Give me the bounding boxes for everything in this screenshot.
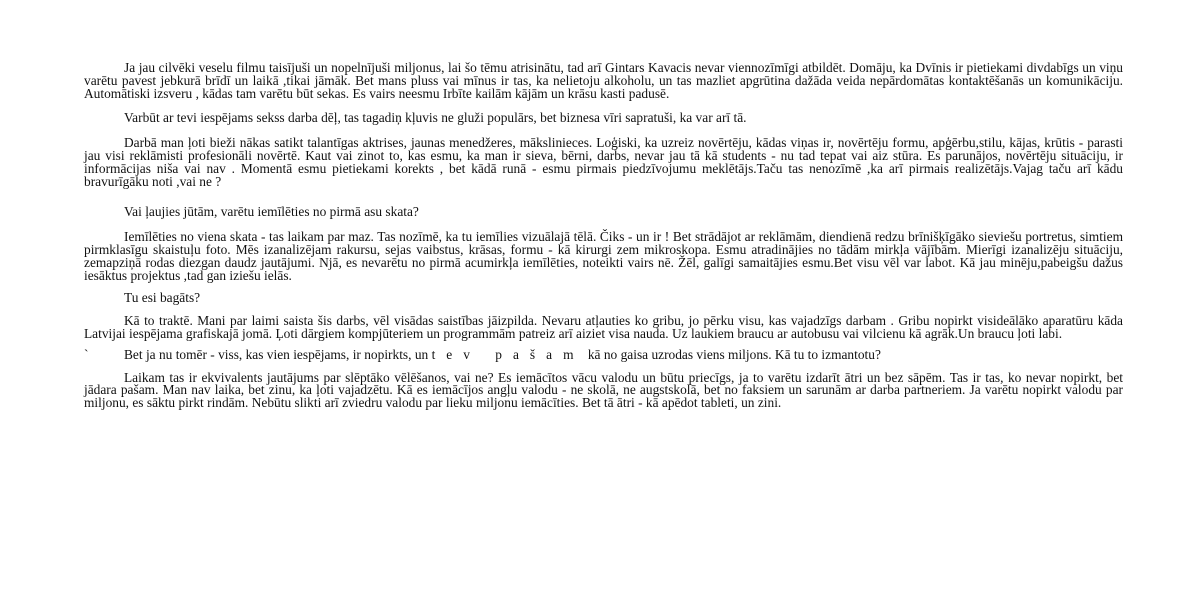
- paragraph-6: Laikam tas ir ekvivalents jautājums par slēptāko vēlēšanos, vai ne? Es iemācītos vācu valodu un būtu priecīgs, ja to varētu izdarīt ātri un bez sāpēm. Tas ir tas, ko nevar nopirkt, bet jādara pašam. Man nav laika, bet zinu, ka ļoti vajadzētu. Kā es iemācījos angļu valodu - ne skolā, ne augstskolā, bet no faksiem un sarunām ar darba partneriem. Ja varētu nopirkt valodu par miljonu, es sāktu pirkt rindām. Nebūtu slikti arī zviedru valodu par lieku miljonu iemācīties. Bet tā ātri - kā apēdot tableti, un zini.: [84, 369, 1123, 411]
- question-2: Tu esi bagāts?: [124, 290, 201, 306]
- question-3-spaced: tev pašam: [431, 346, 585, 362]
- document-page: [84, 62, 1123, 410]
- question-3-part2: kā no gaisa uzrodas viens miljons. Kā tu to izmantotu?: [587, 346, 881, 362]
- question-3: [84, 346, 1123, 362]
- paragraph-3: Darbā man ļoti bieži nākas satikt talantīgas aktrises, jaunas menedžeres, mākslinieces. Loģiski, ka uzreiz novērtēju, kādas viņas ir, novērtēju formu, apģērbu,stilu, kājas, krūtis - parasti jau visi reklāmisti profesionāli novērtē. Kaut vai zinot to, kas esmu, ka man ir sieva, bērni, darbs, nevar jau tā kā students - nu tad tepat vai aiz stūra. Es parunājos, novērtēju situāciju, ir informācijas niša vai nav . Momentā esmu pietiekami korekts , bet kādā runā - esmu pirmais piedzīvojumu meklētājs.Taču tas nenozīmē ,ka arī pirmais realizētājs.Vajag taču arī kādu bravurīgāku noti ,vai ne ?: [84, 135, 1123, 189]
- question-tick: `: [84, 346, 89, 362]
- paragraph-4: Iemīlēties no viena skata - tas laikam par maz. Tas nozīmē, ka tu iemīlies vizuālajā tēlā. Čiks - un ir ! Bet strādājot ar reklāmām, diendienā redzu brīnišķīgāko sieviešu portretus, simtiem pirmklasīgu skaistuļu foto. Mēs izanalizējam rakursu, sejas vaibstus, krāsas, formu - kā kirurgi zem mikroskopa. Esmu atradinājies no tādām mirkļa vājībām. Mierīgi izanalizēju situāciju, zemapziņā rodas diezgan daudz jautājumi. Njā, es nevarētu no pirmā acumirkļa iemīlēties, noteikti vairs nē. Žēl, galīgi samaitājies esmu.Bet visu vēl var labot. Kā jau minēju,pabeigšu dažus iesāktus projektus ,tad gan iziešu ielās.: [84, 229, 1123, 283]
- paragraph-1: Ja jau cilvēki veselu filmu taisījuši un nopelnījuši miljonus, lai šo tēmu atrisinātu, tad arī Gintars Kavacis nevar viennozīmīgi atbildēt. Domāju, ka Dvīnis ir pietiekami divdabīgs un viņu varētu pavest jebkurā brīdī un laikā ,tikai jāmāk. Bet mans pluss vai mīnus ir tas, ka nelietoju alkoholu, un tas mazliet apgrūtina dažāda veida nepārdomātas kontaktēšanās un komunikāciju. Automātiski izsveru , kādas tam varētu būt sekas. Es vairs neesmu Irbīte kailām kājām un krāsu kasti padusē.: [84, 60, 1123, 101]
- question-1: Vai ļaujies jūtām, varētu iemīlēties no pirmā asu skata?: [124, 204, 419, 220]
- paragraph-5: Kā to traktē. Mani par laimi saista šis darbs, vēl visādas saistības jāizpilda. Nevaru atļauties ko gribu, jo pērku visu, kas vajadzīgs darbam . Gribu nopirkt visideālāko aparatūru kāda Latvijai iespējama grafiskajā jomā. Ļoti dārgiem kompjūteriem un programmām patreiz arī aiziet visa nauda. Uz laukiem braucu ar autobusu vai vilcienu kā agrāk.Un braucu ļoti labi.: [84, 313, 1123, 341]
- paragraph-2: Varbūt ar tevi iespējams sekss darba dēļ, tas tagadiņ kļuvis ne gluži populārs, bet biznesa vīri sapratuši, ka var arī tā.: [124, 110, 747, 126]
- question-3-part1: Bet ja nu tomēr - viss, kas vien iespējams, ir nopirkts, un: [124, 346, 429, 362]
